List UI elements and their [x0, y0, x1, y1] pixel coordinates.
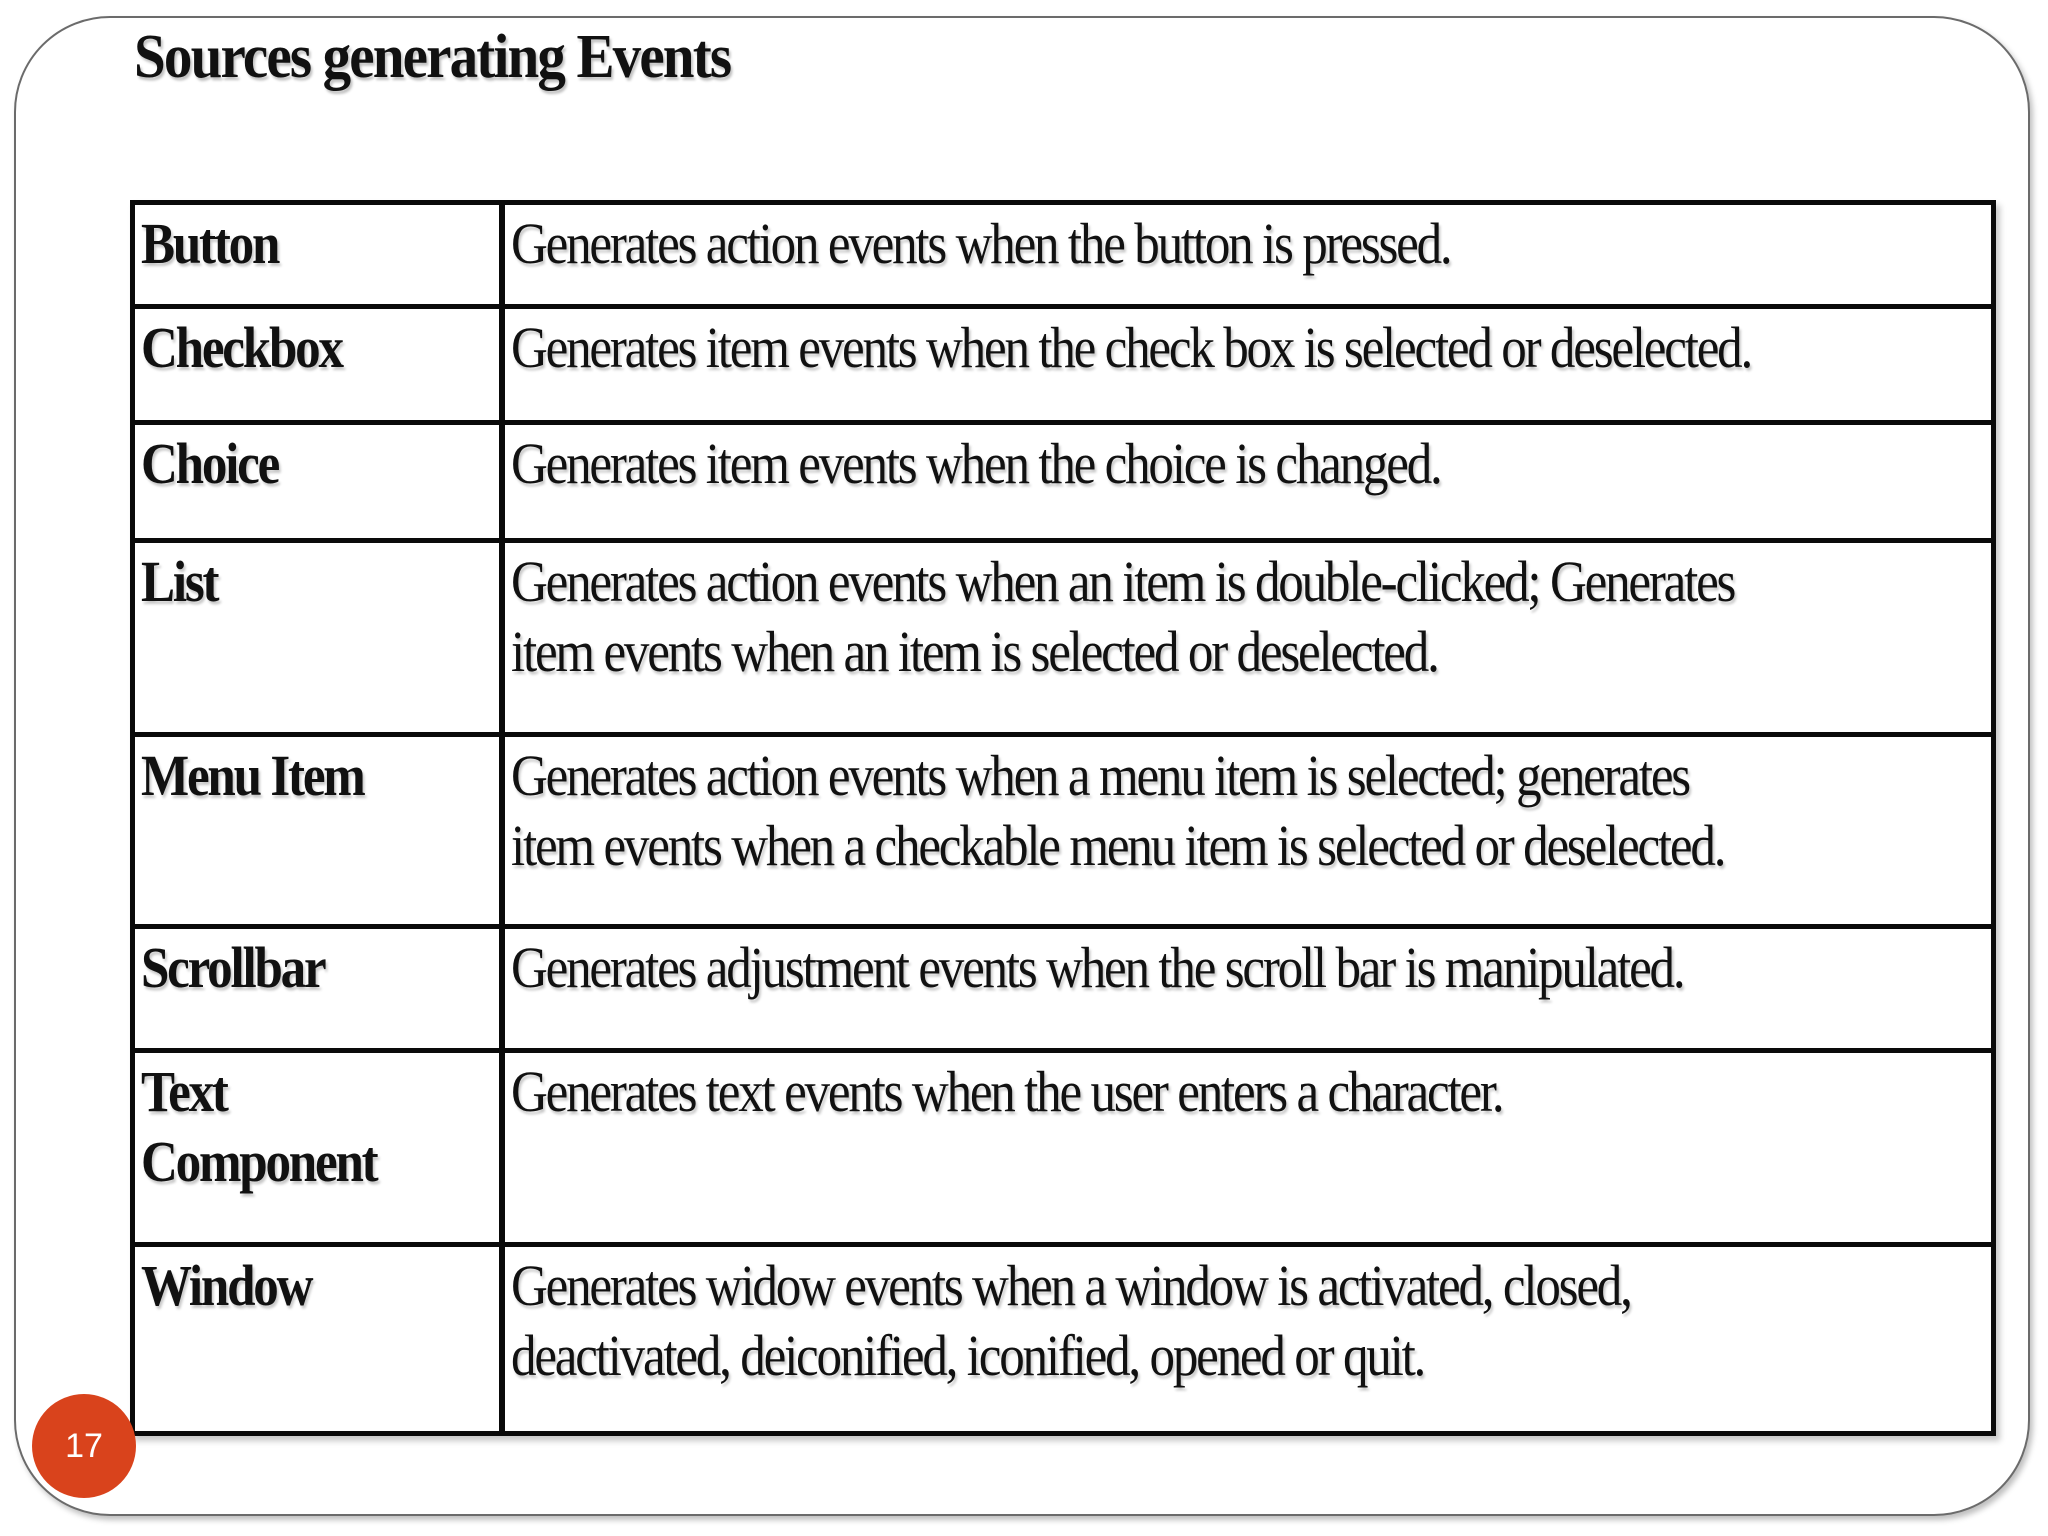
source-label: List: [141, 549, 218, 614]
source-cell: [135, 1053, 502, 1247]
description-text: Generates text events when the user enters a character.: [511, 1059, 1503, 1124]
source-label: Choice: [141, 431, 279, 496]
source-cell: [135, 309, 502, 425]
table-row: [135, 929, 1991, 1053]
description-text: Generates item events when the choice is changed.: [511, 431, 1441, 496]
source-cell: [135, 425, 502, 543]
page-number: 17: [65, 1426, 103, 1465]
description-cell: [502, 1247, 1991, 1431]
description-cell: [502, 1053, 1991, 1247]
source-label: Window: [141, 1253, 312, 1318]
table-row: [135, 737, 1991, 929]
description-text: Generates adjustment events when the scroll bar is manipulated.: [511, 935, 1684, 1000]
description-text: Generates item events when the check box is selected or deselected.: [511, 315, 1752, 380]
table-row: [135, 425, 1991, 543]
description-cell: [502, 737, 1991, 929]
source-label: Scrollbar: [141, 935, 325, 1000]
page-number-badge: [32, 1394, 136, 1498]
description-cell: [502, 425, 1991, 543]
source-cell: [135, 1247, 502, 1431]
description-text: Generates action events when the button is pressed.: [511, 211, 1451, 276]
description-text: Generates action events when an item is double-clicked; Generates item events when an item is selected or deselected.: [511, 549, 1735, 684]
source-label: Menu Item: [141, 743, 364, 808]
source-cell: [135, 205, 502, 309]
table-row: [135, 205, 1991, 309]
description-cell: [502, 929, 1991, 1053]
source-label: Text Component: [141, 1059, 377, 1194]
events-table: [130, 200, 1996, 1436]
description-text: Generates widow events when a window is activated, closed, deactivated, deiconified, iconified, opened or quit.: [511, 1253, 1631, 1388]
table-row: [135, 543, 1991, 737]
slide-title: Sources generating Events: [134, 23, 731, 91]
table-row: [135, 1053, 1991, 1247]
source-label: Button: [141, 211, 279, 276]
source-cell: [135, 737, 502, 929]
table-row: [135, 1247, 1991, 1431]
source-cell: [135, 543, 502, 737]
table-row: [135, 309, 1991, 425]
description-cell: [502, 205, 1991, 309]
description-text: Generates action events when a menu item is selected; generates item events when a checkable menu item is selected or deselected.: [511, 743, 1725, 878]
description-cell: [502, 309, 1991, 425]
source-label: Checkbox: [141, 315, 342, 380]
source-cell: [135, 929, 502, 1053]
description-cell: [502, 543, 1991, 737]
